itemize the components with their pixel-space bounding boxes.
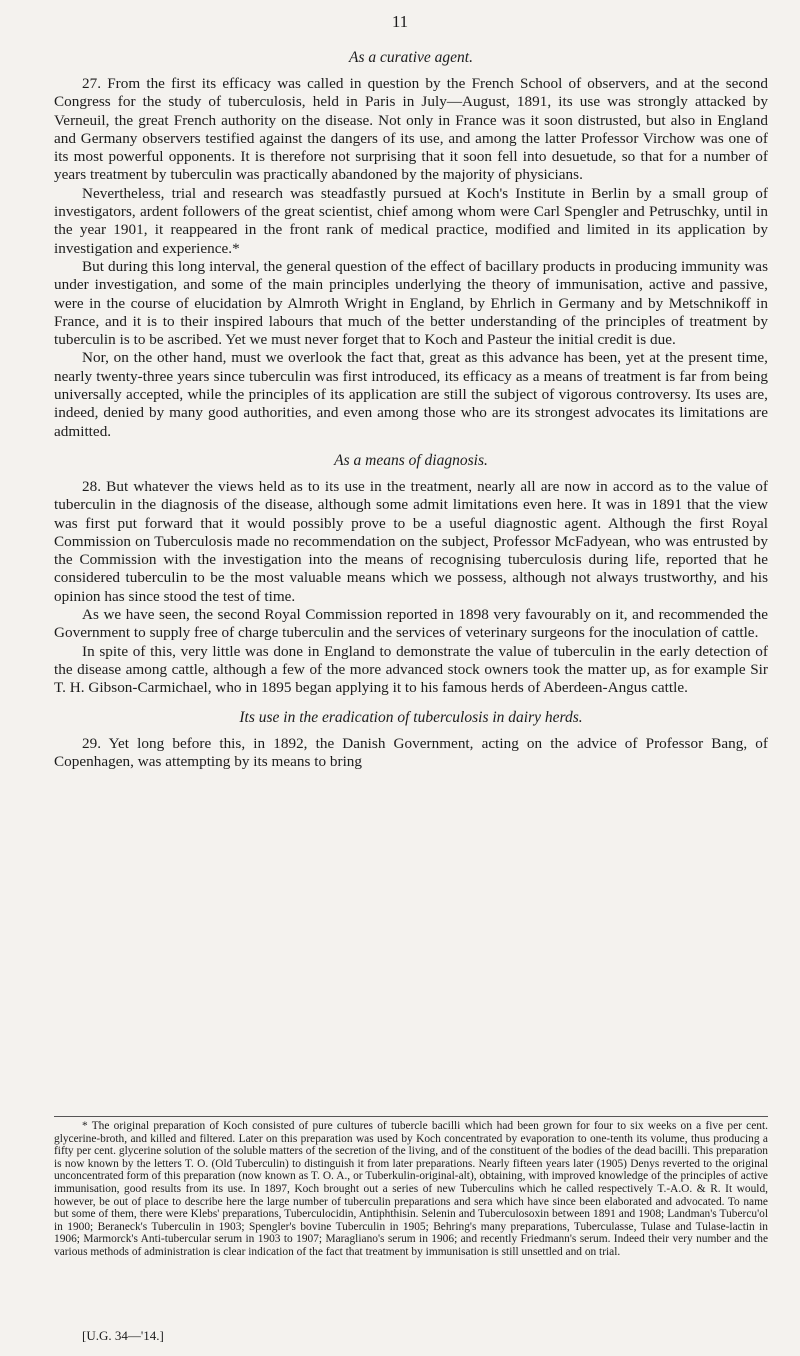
body-text	[54, 44, 768, 771]
footnote-divider	[54, 1116, 768, 1117]
section-heading-eradication: Its use in the eradication of tuberculosis in dairy herds.	[239, 708, 583, 726]
page-number: 11	[391, 12, 409, 31]
print-signature: [U.G. 34—'14.]	[82, 1328, 164, 1343]
paragraph-england: In spite of this, very little was done in England to demonstrate the value of tuberculin in the early detection of the disease among cattle, although a few of the more advanced stock owners took the matter up, as for example Sir T. H. Gibson-Carmichael, who in 1895 began applying it to his famous herds of Aberdeen-Angus cattle.	[54, 642, 768, 697]
paragraph-nevertheless: Nevertheless, trial and research was steadfastly pursued at Koch's Institute in Berlin by a small group of investigators, ardent followers of the great scientist, chief among whom were Carl Spengler and Petruschky, until in the year 1901, it reappeared in the front rank of medical practice, modified and limited in its application by investigation and experience.*	[54, 184, 768, 257]
paragraph-second-commission: As we have seen, the second Royal Commission reported in 1898 very favourably on it, and recommended the Government to supply free of charge tuberculin and the services of veterinary surgeons for the inoculation of cattle.	[54, 606, 768, 642]
paragraph-29: 29. Yet long before this, in 1892, the Danish Government, acting on the advice of Professor Bang, of Copenhagen, was attempting by its means to bring	[54, 734, 768, 770]
footnote: * The original preparation of Koch consisted of pure cultures of tubercle bacilli which had been grown for four to six weeks on a five per cent. glycerine-broth, and killed and filtered. Later on this preparation was used by Koch concentrated by evaporation to one-tenth its volume, thus producing a fifty per cent. glycerine solution of the soluble matters of the secretion of the living, and of the constituent of the bodies of the dead bacilli. This preparation is now known by the letters T. O. (Old Tuberculin) to distinguish it from later preparations. Nearly fifteen years later (1905) Denys reverted to the original unconcentrated form of this preparation (now known as T. O. A., or Tuberkulin-original-alt), obtaining, with improved knowledge of the principles of active immunisation, good results from its use. In 1897, Koch brought out a series of new Tuberculins which he called respectively T.-A.O. & R. It would, however, be out of place to describe here the large number of tuberculin preparations and sera which have since been elaborated and advocated. To name but some of them, there were Klebs' preparations, Tuberculocidin, Antiphthisin. Selenin and Tuberculosoxin between 1891 and 1908; Landman's Tubercu'ol in 1900; Beraneck's Tuberculin in 1903; Spengler's bovine Tuberculin in 1905; Behring's many preparations, Tuberculasse, Tulase and Tulase-lactin in 1906; Marmorck's Anti-tubercular serum in 1903 to 1907; Maragliano's serum in 1906; and recently Friedmann's serum. Indeed their very number and the various methods of administration is clear indication of the fact that treatment by immunisation is still unsettled and on trial.	[54, 1120, 768, 1258]
paragraph-27: 27. From the first its efficacy was called in question by the French School of observers, and at the second Congress for the study of tuberculosis, held in Paris in July—August, 1891, its use was strongly attacked by Verneuil, the great French authority on the disease. Not only in France was it soon distrusted, but also in England and Germany observers testified against the dangers of its use, and among the latter Professor Virchow was one of its most powerful opponents. It is therefore not surprising that it soon fell into desuetude, so that for a number of years treatment by tuberculin was practically abandoned by the majority of physicians.	[54, 75, 768, 184]
section-heading-curative: As a curative agent.	[349, 49, 473, 66]
paragraph-28: 28. But whatever the views held as to its use in the treatment, nearly all are now in accord as to the value of tuberculin in the diagnosis of the disease, although some admit limitations even here. It was in 1891 that the view was first put forward that it would possibly prove to be a useful diagnostic agent. Although the first Royal Commission on Tuberculosis made no recommendation on the subject, Professor McFadyean, who was entrusted by the Commission with the investigation into the means of recognising tuberculosis during life, reported that he considered tuberculin to be the most valuable means which we possess, although not always trustworthy, and his opinion has since stood the test of time.	[54, 477, 768, 605]
paragraph-interval: But during this long interval, the general question of the effect of bacillary products in producing immunity was under investigation, and some of the main principles underlying the theory of immunisation, active and passive, were in the course of elucidation by Almroth Wright in England, by Ehrlich in Germany and by Metschnikoff in France, and it is to their inspired labours that much of the better understanding of the principles of treatment by tuberculin is to be ascribed. Yet we must never forget that to Koch and Pasteur the initial credit is due.	[54, 257, 768, 349]
section-heading-diagnosis: As a means of diagnosis.	[334, 451, 488, 469]
paragraph-controversy: Nor, on the other hand, must we overlook the fact that, great as this advance has been, yet at the present time, nearly twenty-three years since tuberculin was first introduced, its efficacy as a means of treatment is far from being universally accepted, while the principles of its application are still the subject of vigorous controversy. Its uses are, indeed, denied by many good authorities, and even among those who are its strongest advocates its limitations are admitted.	[54, 349, 768, 440]
